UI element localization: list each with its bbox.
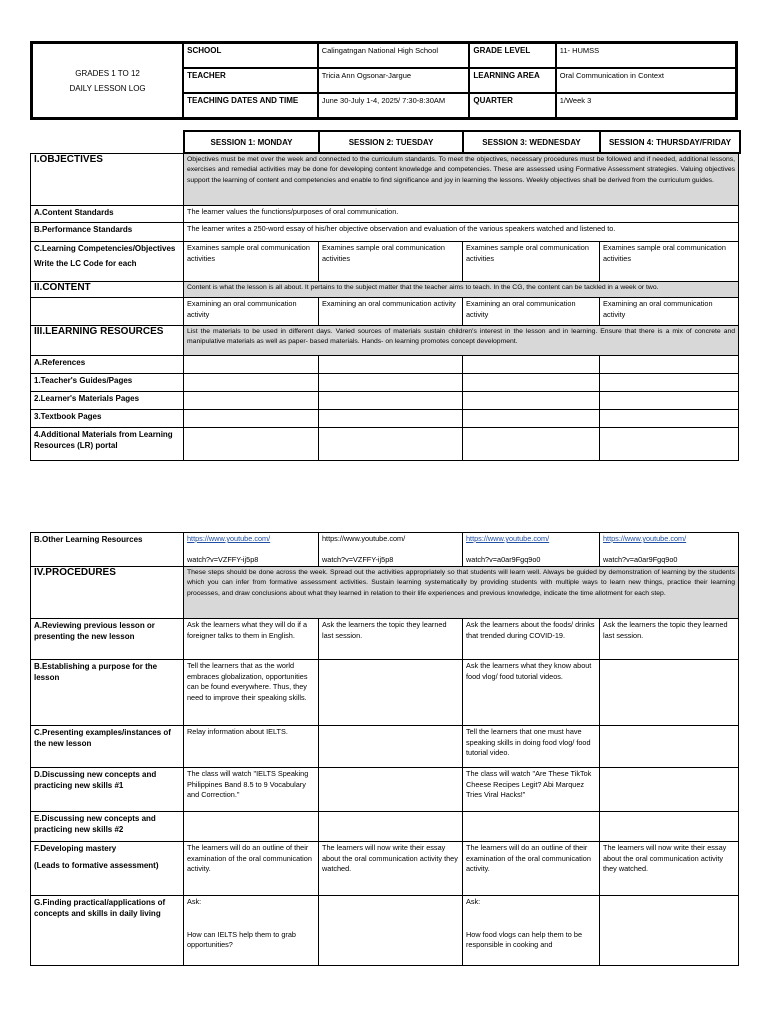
- content-spacer-cell: [31, 298, 184, 326]
- procedure-cell: The learners will do an outline of their examination of the oral communication activity.: [463, 842, 600, 896]
- teacher-label: TEACHER: [183, 68, 318, 93]
- empty-cell: [463, 428, 600, 461]
- session-1-header: SESSION 1: MONDAY: [184, 131, 319, 153]
- youtube-link-path: watch?v=a0ar9Fgq9o0: [603, 554, 678, 564]
- empty-cell: [463, 410, 600, 428]
- procedure-cell: Ask the learners about the foods/ drinks that trended during COVID-19.: [463, 619, 600, 660]
- procedure-cell: The learners will do an outline of their examination of the oral communication activity.: [184, 842, 319, 896]
- mastery-title: F.Developing mastery: [34, 844, 117, 853]
- session-header-table: [183, 130, 741, 154]
- school-label: SCHOOL: [183, 43, 318, 69]
- content-item: Examining an oral communication activity: [463, 298, 600, 326]
- competency-cell: Examines sample oral communication activities: [319, 242, 463, 282]
- competencies-sublabel: Write the LC Code for each: [34, 259, 137, 268]
- empty-cell: [184, 428, 319, 461]
- youtube-link-path: watch?v=VZFFY-ij5p8: [322, 554, 394, 564]
- empty-cell: [600, 410, 739, 428]
- title-line1: GRADES 1 TO 12: [75, 68, 140, 78]
- competency-cell: Examines sample oral communication activities: [600, 242, 739, 282]
- quarter-value: 1/Week 3: [556, 93, 737, 119]
- performance-standards-label: B.Performance Standards: [31, 223, 184, 242]
- empty-cell: [600, 374, 739, 392]
- empty-cell: [319, 410, 463, 428]
- procedure-cell: Ask the learners what they will do if a foreigner talks to them in English.: [184, 619, 319, 660]
- empty-cell: [184, 356, 319, 374]
- teachers-guides-label: 1.Teacher's Guides/Pages: [31, 374, 184, 392]
- youtube-link-path: watch?v=VZFFY-ij5p8: [187, 554, 259, 564]
- mastery-label: [31, 842, 184, 896]
- procedures-heading: IV.PROCEDURES: [31, 567, 184, 619]
- competency-cell: Examines sample oral communication activities: [184, 242, 319, 282]
- procedures-note: These steps should be done across the week. Spread out the activities appropriately so that students will learn well. Always be guided by demonstration of learning by the students which you can infer from formative assessment activities. Sustain learning systematically by providing students with multiple ways to learn new things, practice their learning processes, and draw conclusions about what they learned in relation to their life experiences and previous knowledge, indicate the time allotment for each step.: [184, 567, 739, 619]
- session-2-header: SESSION 2: TUESDAY: [319, 131, 463, 153]
- procedure-cell: The class will watch "IELTS Speaking Philippines Band 8.5 to 9 Vocabulary and Correction.": [184, 768, 319, 812]
- empty-cell: [184, 812, 319, 842]
- empty-cell: [319, 428, 463, 461]
- purpose-label: B.Establishing a purpose for the lesson: [31, 660, 184, 726]
- procedure-cell: [463, 896, 600, 966]
- session-4-header: SESSION 4: THURSDAY/FRIDAY: [600, 131, 740, 153]
- content-item: Examining an oral communication activity: [319, 298, 463, 326]
- youtube-url-text: https://www.youtube.com/: [322, 534, 406, 543]
- discussing-1-label: D.Discussing new concepts and practicing new skills #1: [31, 768, 184, 812]
- dates-value: June 30-July 1-4, 2025/ 7:30-8:30AM: [318, 93, 470, 119]
- empty-cell: [184, 374, 319, 392]
- additional-materials-label: 4.Additional Materials from Learning Resources (LR) portal: [31, 428, 184, 461]
- ask-text: Ask:: [466, 897, 481, 906]
- grade-label: GRADE LEVEL: [469, 43, 555, 69]
- empty-cell: [463, 374, 600, 392]
- other-resources-label: B.Other Learning Resources: [31, 533, 184, 567]
- competencies-label: [31, 242, 184, 282]
- procedure-cell: [600, 726, 739, 768]
- procedure-cell: Tell the learners that as the world embraces globalization, opportunities can be found everywhere. Thus, they need to improve their speaking skills.: [184, 660, 319, 726]
- objectives-heading: I.OBJECTIVES: [31, 154, 184, 206]
- resource-link-cell: [319, 533, 463, 567]
- resources-note: List the materials to be used in different days. Varied sources of materials sustain children's interest in the lesson and in learning. Ensure that there is a mix of concrete and manipulative materials as well as paper- based materials. Hands- on learning promotes concept development.: [184, 326, 739, 356]
- procedure-cell: [600, 896, 739, 966]
- procedure-cell: Ask the learners the topic they learned last session.: [600, 619, 739, 660]
- empty-cell: [184, 410, 319, 428]
- resource-link-cell: [184, 533, 319, 567]
- procedure-cell: [319, 660, 463, 726]
- discussing-2-label: E.Discussing new concepts and practicing new skills #2: [31, 812, 184, 842]
- performance-standards-value: The learner writes a 250-word essay of his/her objective observation and evaluation of the various speakers watched and listened to.: [184, 223, 739, 242]
- empty-cell: [319, 812, 463, 842]
- empty-cell: [319, 356, 463, 374]
- procedure-cell: The learners will now write their essay about the oral communication activity they watched.: [319, 842, 463, 896]
- quarter-label: QUARTER: [469, 93, 555, 119]
- log-title: [32, 43, 184, 119]
- content-item: Examining an oral communication activity: [184, 298, 319, 326]
- procedure-cell: Tell the learners that one must have speaking skills in doing food vlog/ food tutorial video.: [463, 726, 600, 768]
- procedure-cell: [184, 896, 319, 966]
- procedure-cell: The class will watch "Are These TikTok Cheese Recipes Legit? Abi Marquez Tries Viral Hacks!": [463, 768, 600, 812]
- question-text: How food vlogs can help them to be responsible in cooking and: [466, 929, 583, 949]
- youtube-link-path: watch?v=a0ar9Fgq9o0: [466, 554, 541, 564]
- empty-cell: [600, 428, 739, 461]
- procedure-cell: [600, 768, 739, 812]
- content-heading: II.CONTENT: [31, 282, 184, 298]
- presenting-label: C.Presenting examples/instances of the new lesson: [31, 726, 184, 768]
- empty-cell: [600, 812, 739, 842]
- empty-cell: [463, 392, 600, 410]
- objectives-table: [30, 153, 739, 461]
- content-standards-value: The learner values the functions/purposes of oral communication.: [184, 206, 739, 223]
- empty-cell: [463, 356, 600, 374]
- content-note: Content is what the lesson is all about. It pertains to the subject matter that the teacher aims to teach. In the CG, the content can be tackled in a week or two.: [184, 282, 739, 298]
- youtube-link[interactable]: https://www.youtube.com/: [603, 534, 687, 543]
- references-label: A.References: [31, 356, 184, 374]
- resource-link-cell: [600, 533, 739, 567]
- dates-label: TEACHING DATES AND TIME: [183, 93, 318, 119]
- reviewing-label: A.Reviewing previous lesson or presenting the new lesson: [31, 619, 184, 660]
- procedure-cell: Relay information about IELTS.: [184, 726, 319, 768]
- question-text: How can IELTS help them to grab opportunities?: [187, 929, 296, 949]
- ask-text: Ask:: [187, 897, 202, 906]
- resource-link-cell: [463, 533, 600, 567]
- procedure-cell: Ask the learners the topic they learned last session.: [319, 619, 463, 660]
- resources-heading: III.LEARNING RESOURCES: [31, 326, 184, 356]
- youtube-link[interactable]: https://www.youtube.com/: [466, 534, 550, 543]
- procedure-cell: [319, 896, 463, 966]
- learners-materials-label: 2.Learner's Materials Pages: [31, 392, 184, 410]
- procedure-cell: [600, 660, 739, 726]
- youtube-link[interactable]: https://www.youtube.com/: [187, 534, 271, 543]
- content-item: Examining an oral communication activity: [600, 298, 739, 326]
- procedure-cell: Ask the learners what they know about food vlog/ food tutorial videos.: [463, 660, 600, 726]
- objectives-note: Objectives must be met over the week and connected to the curriculum standards. To meet the objectives, necessary procedures must be followed and if needed, additional lessons, exercises and remedial activities may be done for developing content knowledge and competencies. These are assessed using Formative Assessment strategies. Valuing objectives support the learning of content and competencies and enable to find significance and joy in learning the lessons. Weekly objectives shall be derived from the curriculum guides.: [184, 154, 739, 206]
- title-line2: DAILY LESSON LOG: [69, 83, 146, 93]
- area-value: Oral Communication in Context: [556, 68, 737, 93]
- procedure-cell: [319, 768, 463, 812]
- mastery-sublabel: (Leads to formative assessment): [34, 861, 159, 870]
- procedures-table: [30, 532, 739, 966]
- empty-cell: [600, 392, 739, 410]
- procedure-cell: The learners will now write their essay about the oral communication activity they watched.: [600, 842, 739, 896]
- school-value: Calingatngan National High School: [318, 43, 470, 69]
- grade-value: 11- HUMSS: [556, 43, 737, 69]
- area-label: LEARNING AREA: [469, 68, 555, 93]
- competency-cell: Examines sample oral communication activities: [463, 242, 600, 282]
- application-label: G.Finding practical/applications of concepts and skills in daily living: [31, 896, 184, 966]
- empty-cell: [600, 356, 739, 374]
- textbook-label: 3.Textbook Pages: [31, 410, 184, 428]
- empty-cell: [319, 392, 463, 410]
- empty-cell: [319, 374, 463, 392]
- header-table: [30, 41, 738, 120]
- empty-cell: [184, 392, 319, 410]
- procedure-cell: [319, 726, 463, 768]
- session-3-header: SESSION 3: WEDNESDAY: [463, 131, 600, 153]
- teacher-value: Tricia Ann Ogsonar-Jargue: [318, 68, 470, 93]
- content-standards-label: A.Content Standards: [31, 206, 184, 223]
- empty-cell: [463, 812, 600, 842]
- competencies-title: C.Learning Competencies/Objectives: [34, 244, 176, 253]
